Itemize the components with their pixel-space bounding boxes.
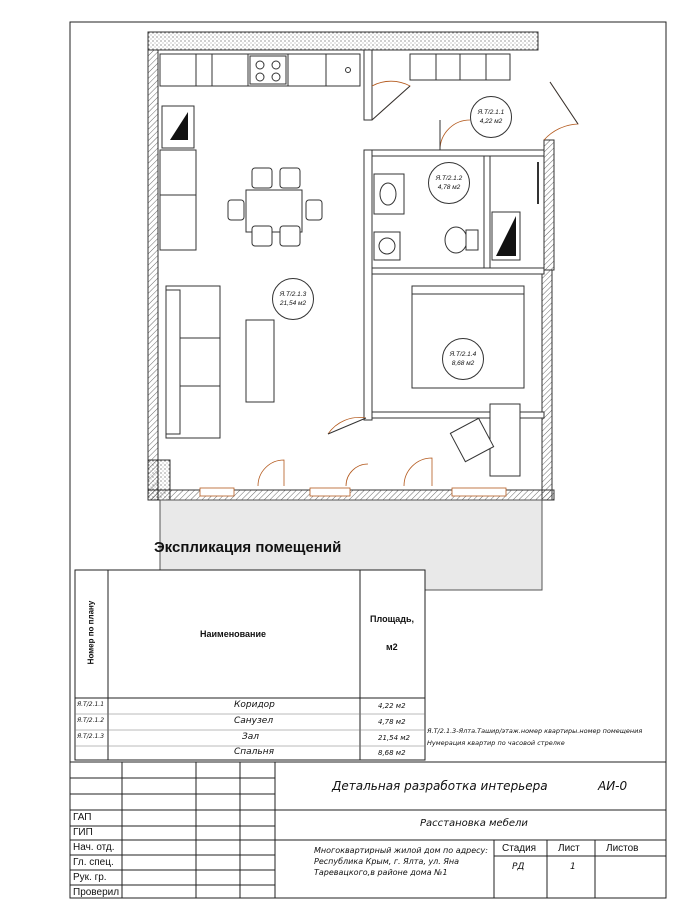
partition-bath-top <box>372 150 544 156</box>
room-label-corridor <box>470 96 512 138</box>
stamp-address-3: Таревацкого,в районе дома №1 <box>314 868 448 877</box>
row-name: Спальня <box>234 747 275 757</box>
door-balcony-3 <box>346 464 368 486</box>
room-label-bathroom <box>428 162 470 204</box>
row-area: 8,68 м2 <box>378 749 406 757</box>
stamp-sheet-value: 1 <box>570 862 576 872</box>
note-numbering-scheme: Я.Т/2.1.3-Ялта.Ташир/этаж.номер квартиры.номер помещения <box>427 727 643 735</box>
fridge <box>162 106 194 148</box>
wardrobe-left <box>160 150 196 250</box>
room-label-hall <box>272 278 314 320</box>
stamp-role-gap: ГАП <box>73 812 92 823</box>
stamp-code: АИ-0 <box>598 779 628 793</box>
door-balcony-1 <box>258 460 284 486</box>
stamp-col-stage: Стадия <box>502 843 537 854</box>
window-3 <box>452 488 506 496</box>
row-number: Я.Т/2.1.2 <box>77 717 105 724</box>
window-1 <box>200 488 234 496</box>
left-wall <box>148 50 158 500</box>
partition-vertical <box>364 50 372 120</box>
stamp-role-checked: Проверил <box>73 887 120 898</box>
col-area-header-2: м2 <box>386 642 398 652</box>
right-wall-upper <box>544 140 554 270</box>
room-area: 4,78 м2 <box>437 184 461 191</box>
stamp-address-1: Многоквартирный жилой дом по адресу: <box>314 846 488 855</box>
room-area: 4,22 м2 <box>479 118 503 125</box>
right-wall-lower <box>542 270 552 500</box>
row-name: Санузел <box>234 716 274 726</box>
stamp-address-2: Республика Крым, г. Ялта, ул. Яна <box>314 857 460 866</box>
room-area: 21,54 м2 <box>279 300 307 307</box>
partition-vertical-2 <box>364 150 372 420</box>
door-bath <box>440 120 470 150</box>
room-id: Я.Т/2.1.4 <box>449 351 477 358</box>
stamp-stage-value: РД <box>512 862 525 872</box>
stamp-col-sheet: Лист <box>558 843 580 854</box>
toilet <box>445 227 467 253</box>
col-area-header-1: Площадь, <box>370 614 415 624</box>
stamp-col-sheets: Листов <box>606 843 639 854</box>
row-area: 4,22 м2 <box>378 702 406 710</box>
row-number: Я.Т/2.1.3 <box>77 733 105 740</box>
stamp-role-group-lead: Рук. гр. <box>73 872 107 883</box>
col-name-header: Наименование <box>200 629 267 639</box>
door-kitchen <box>372 81 410 120</box>
desk <box>490 404 520 476</box>
coffee-table <box>246 320 274 402</box>
room-label-bedroom <box>442 338 484 380</box>
chair <box>450 418 493 461</box>
partition-bath-mid <box>484 156 490 268</box>
washing-machine <box>374 232 400 260</box>
stove <box>250 56 286 84</box>
stamp-role-chief-spec: Гл. спец. <box>73 857 114 868</box>
stamp-role-gip: ГИП <box>73 827 93 838</box>
door-entrance <box>544 82 578 140</box>
room-id: Я.Т/2.1.1 <box>477 109 505 116</box>
room-id: Я.Т/2.1.2 <box>435 175 463 182</box>
washbasin <box>374 174 404 214</box>
door-balcony-2 <box>404 458 432 486</box>
row-number: Я.Т/2.1.1 <box>77 701 105 708</box>
row-area: 4,78 м2 <box>378 718 406 726</box>
stamp-title: Детальная разработка интерьера <box>332 779 548 793</box>
note-clockwise: Нумерация квартир по часовой стрелке <box>427 739 565 747</box>
stamp-sheet-name: Расстановка мебели <box>420 818 528 829</box>
partition-bath-bottom <box>372 268 544 274</box>
room-area: 8,68 м2 <box>451 360 475 367</box>
row-name: Зал <box>242 732 260 742</box>
room-id: Я.Т/2.1.3 <box>279 291 307 298</box>
corner-block <box>148 460 170 500</box>
row-area: 21,54 м2 <box>378 734 410 742</box>
col-number-header: Номер по плану <box>86 600 96 665</box>
top-wall <box>148 32 538 50</box>
row-name: Коридор <box>234 700 275 710</box>
window-2 <box>310 488 350 496</box>
stamp-role-head: Нач. отд. <box>73 842 115 853</box>
explication-title: Экспликация помещений <box>154 539 342 556</box>
